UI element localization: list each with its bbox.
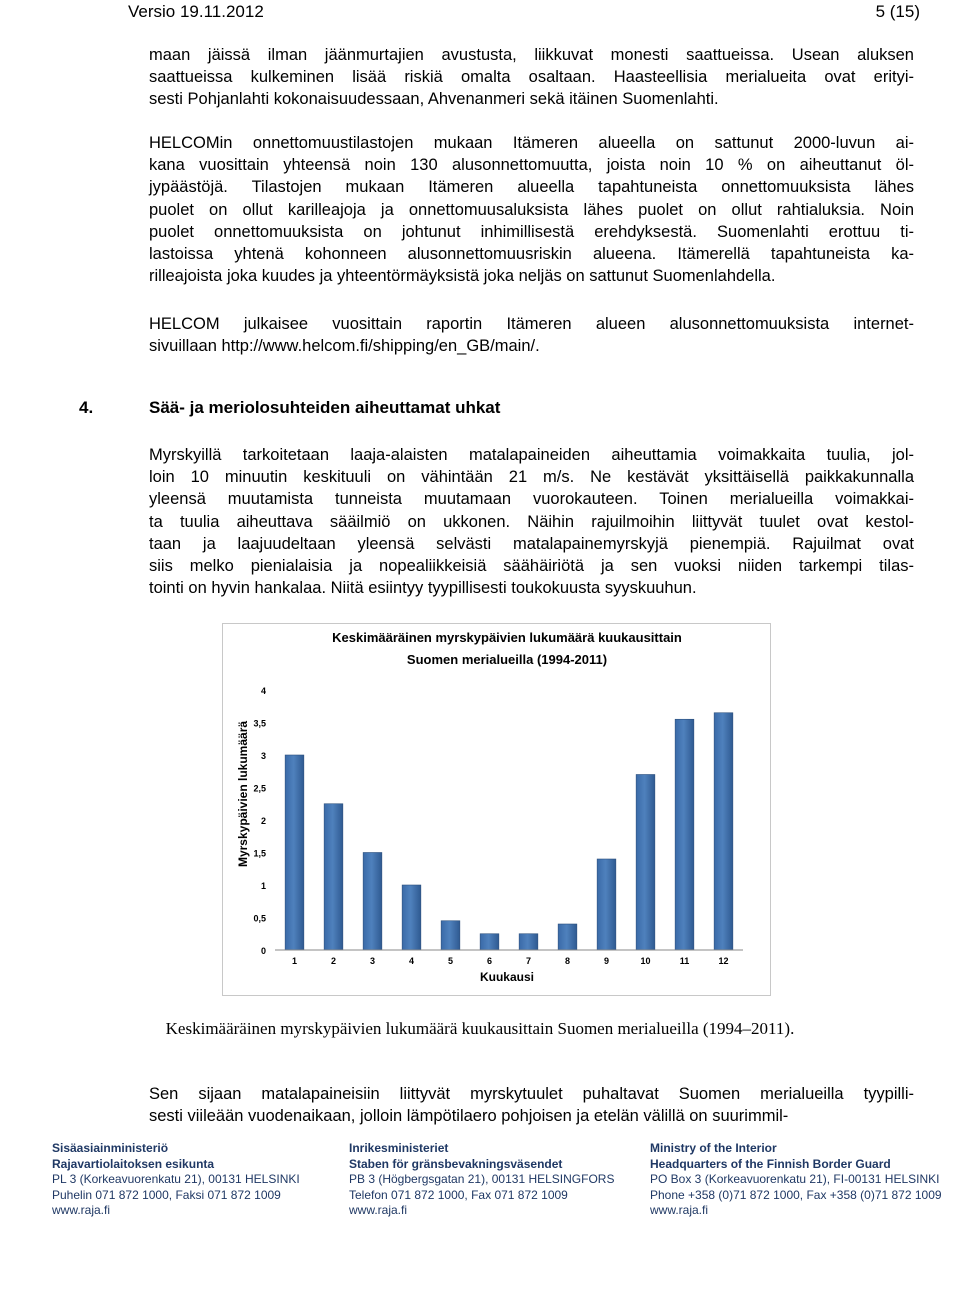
footer-swedish <box>349 1141 614 1219</box>
bar-month-7 <box>519 934 538 950</box>
paragraph-line: sesti viileään vuodenaikaan, jolloin lämpötilaero pohjoisen ja etelän välillä on suurimmil- <box>149 1107 789 1126</box>
paragraph-2 <box>149 132 914 287</box>
paragraph-line: puolet on ollut karilleajoja ja onnettomuusaluksista lähes puolet on ollut rahtialuksia. Noin <box>149 200 914 219</box>
paragraph-1 <box>149 44 914 111</box>
paragraph-line: yleensä muutamista tunneista muutamaan vuorokauteen. Toinen merialueilla voimakkai- <box>149 490 914 509</box>
paragraph-line: tointi on hyvin hankalaa. Niitä esiintyy tyypillisesti toukokuusta syyskuuhun. <box>149 579 697 598</box>
bar-month-6 <box>480 934 499 950</box>
y-tick-label: 3,5 <box>253 718 266 729</box>
paragraph-line: sesti Pohjanlahti kokonaisuudessaan, Ahvenanmeri sekä itäinen Suomenlahti. <box>149 90 719 109</box>
header-page-number: 5 (15) <box>875 2 920 21</box>
paragraph-line: maan jäissä ilman jäänmurtajien avustusta, liikkuvat monesti saattueissa. Usean aluksen <box>149 46 914 64</box>
footer-unit: Rajavartiolaitoksen esikunta <box>52 1156 215 1171</box>
x-tick-label: 4 <box>408 956 415 966</box>
chart-title-line-2: Suomen merialueilla (1994-2011) <box>406 652 608 667</box>
footer-contact-line: PO Box 3 (Korkeavuorenkatu 21), FI-00131 HELSINKI <box>650 1172 940 1187</box>
footer-contact-line: PL 3 (Korkeavuorenkatu 21), 00131 HELSINKI <box>52 1172 300 1187</box>
bar-month-3 <box>363 853 382 951</box>
chart-title-line-1: Keskimääräinen myrskypäivien lukumäärä kuukausittain <box>332 630 682 645</box>
x-tick-label: 3 <box>369 956 376 966</box>
paragraph-line: Sen sijaan matalapaineisiin liittyvät myrskytuulet puhaltavat Suomen merialueilla tyypilli- <box>149 1085 914 1103</box>
bar-month-12 <box>714 713 733 950</box>
y-tick-label: 3 <box>260 751 266 761</box>
bar-month-8 <box>558 924 577 950</box>
chart-frame <box>222 623 771 996</box>
footer-contact-line: Telefon 071 872 1000, Fax 071 872 1009 <box>349 1187 568 1202</box>
paragraph-line: HELCOM julkaisee vuosittain raportin Itämeren alueen alusonnettomuuksista internet- <box>149 315 914 333</box>
x-tick-label: 7 <box>525 956 532 966</box>
footer-contact-line: PB 3 (Högbergsgatan 21), 00131 HELSINGFORS <box>349 1172 615 1187</box>
y-tick-label: 1 <box>260 881 266 891</box>
bar-month-9 <box>597 859 616 950</box>
footer-english <box>650 1141 942 1219</box>
bar-month-2 <box>324 804 343 950</box>
paragraph-line: lastoissa yhtenä kohonneen alusonnettomuusriskin alueena. Itämerellä tapahtuneista ka- <box>149 245 914 264</box>
footer-finnish <box>52 1141 300 1219</box>
footer-unit: Staben för gränsbevakningsväsendet <box>349 1156 563 1171</box>
bar-month-11 <box>675 719 694 950</box>
footer-ministry: Sisäasiainministeriö <box>52 1141 169 1155</box>
paragraph-line: puolet onnettomuuksista on johtunut inhimillisestä erehdyksestä. Suomenlahti erottuu ti- <box>149 222 914 241</box>
paragraph-line: taan ja laajuudeltaan yleensä selvästi matalapainemyrskyjä pienempiä. Rajuilmat ovat <box>149 534 914 553</box>
x-tick-label: 12 <box>718 956 729 966</box>
paragraph-line: rilleajoista joka kuudes ja yhteentörmäyksistä joka neljäs on sattunut Suomenlahdella. <box>149 267 776 286</box>
storm-days-bar-chart <box>223 624 770 995</box>
bar-month-1 <box>285 755 304 950</box>
footer-contact-line[interactable]: www.raja.fi <box>349 1203 408 1218</box>
section-title: Sää- ja meriolosuhteiden aiheuttamat uhkat <box>149 398 501 417</box>
header-version: Versio 19.11.2012 <box>128 2 264 21</box>
y-tick-label: 2,5 <box>253 783 266 794</box>
x-tick-label: 2 <box>330 956 337 966</box>
bar-month-4 <box>402 885 421 950</box>
section-number: 4. <box>79 398 94 417</box>
x-tick-label: 8 <box>564 956 571 966</box>
x-tick-label: 6 <box>486 956 493 966</box>
bar-month-5 <box>441 921 460 950</box>
paragraph-line: sivuillaan http://www.helcom.fi/shipping/en_GB/main/. <box>149 337 540 356</box>
x-axis-label: Kuukausi <box>479 970 535 984</box>
footer-contact-line: Puhelin 071 872 1000, Faksi 071 872 1009 <box>52 1187 281 1202</box>
paragraph-4 <box>149 444 914 599</box>
footer-contact-line[interactable]: www.raja.fi <box>650 1203 709 1218</box>
x-tick-label: 10 <box>640 956 651 966</box>
paragraph-line: HELCOMin onnettomuustilastojen mukaan Itämeren alueella on sattunut 2000-luvun ai- <box>149 134 914 152</box>
paragraph-line: loin 10 minuutin keskituuli on vähintään 21 m/s. Ne kestävät yksittäisellä paikkakunnalla <box>149 468 914 487</box>
footer-ministry: Ministry of the Interior <box>650 1141 777 1155</box>
paragraph-line: Myrskyillä tarkoitetaan laaja-alaisten matalapaineiden aiheuttamia voimakkaita tuulia, jol- <box>149 446 914 464</box>
y-axis-label: Myrskypäivien lukumäärä <box>236 720 250 868</box>
chart-caption: Keskimääräinen myrskypäivien lukumäärä kuukausittain Suomen merialueilla (1994–2011). <box>165 1019 795 1038</box>
paragraph-line: jypäästöjä. Tilastojen mukaan Itämeren alueella tapahtuneista onnettomuuksista lähes <box>149 178 914 197</box>
y-tick-label: 4 <box>260 686 266 696</box>
x-tick-label: 9 <box>603 956 610 966</box>
footer-contact-line: Phone +358 (0)71 872 1000, Fax +358 (0)71 872 1009 <box>650 1187 942 1202</box>
bar-month-10 <box>636 775 655 951</box>
paragraph-line: ta tuulia aiheuttava sääilmiö on ukkonen. Näihin rajuilmoihin liittyvät tuulet ovat kestol- <box>149 512 914 531</box>
footer-contact-line[interactable]: www.raja.fi <box>52 1203 111 1218</box>
paragraph-line: saattueissa kulkeminen lisää riskiä omalta osaltaan. Haasteellisia merialueita ovat erityi- <box>149 68 914 87</box>
paragraph-line: siis melko pienialaisia ja nopealiikkeisiä säähäiriötä ja sen vuoksi niiden tarkempi tilas- <box>149 557 914 576</box>
x-tick-label: 5 <box>447 956 454 966</box>
x-tick-label: 11 <box>679 956 690 966</box>
paragraph-3 <box>149 313 914 357</box>
paragraph-line: kana vuosittain yhteensä noin 130 alusonnettomuutta, joista noin 10 % on aiheuttanut öl- <box>149 156 914 175</box>
y-tick-label: 0 <box>260 946 266 956</box>
y-tick-label: 1,5 <box>253 848 266 859</box>
y-tick-label: 2 <box>260 816 266 826</box>
x-tick-label: 1 <box>291 956 298 966</box>
y-tick-label: 0,5 <box>253 913 266 924</box>
paragraph-5 <box>149 1083 914 1127</box>
footer-ministry: Inrikesministeriet <box>349 1141 449 1155</box>
footer-unit: Headquarters of the Finnish Border Guard <box>650 1156 891 1171</box>
